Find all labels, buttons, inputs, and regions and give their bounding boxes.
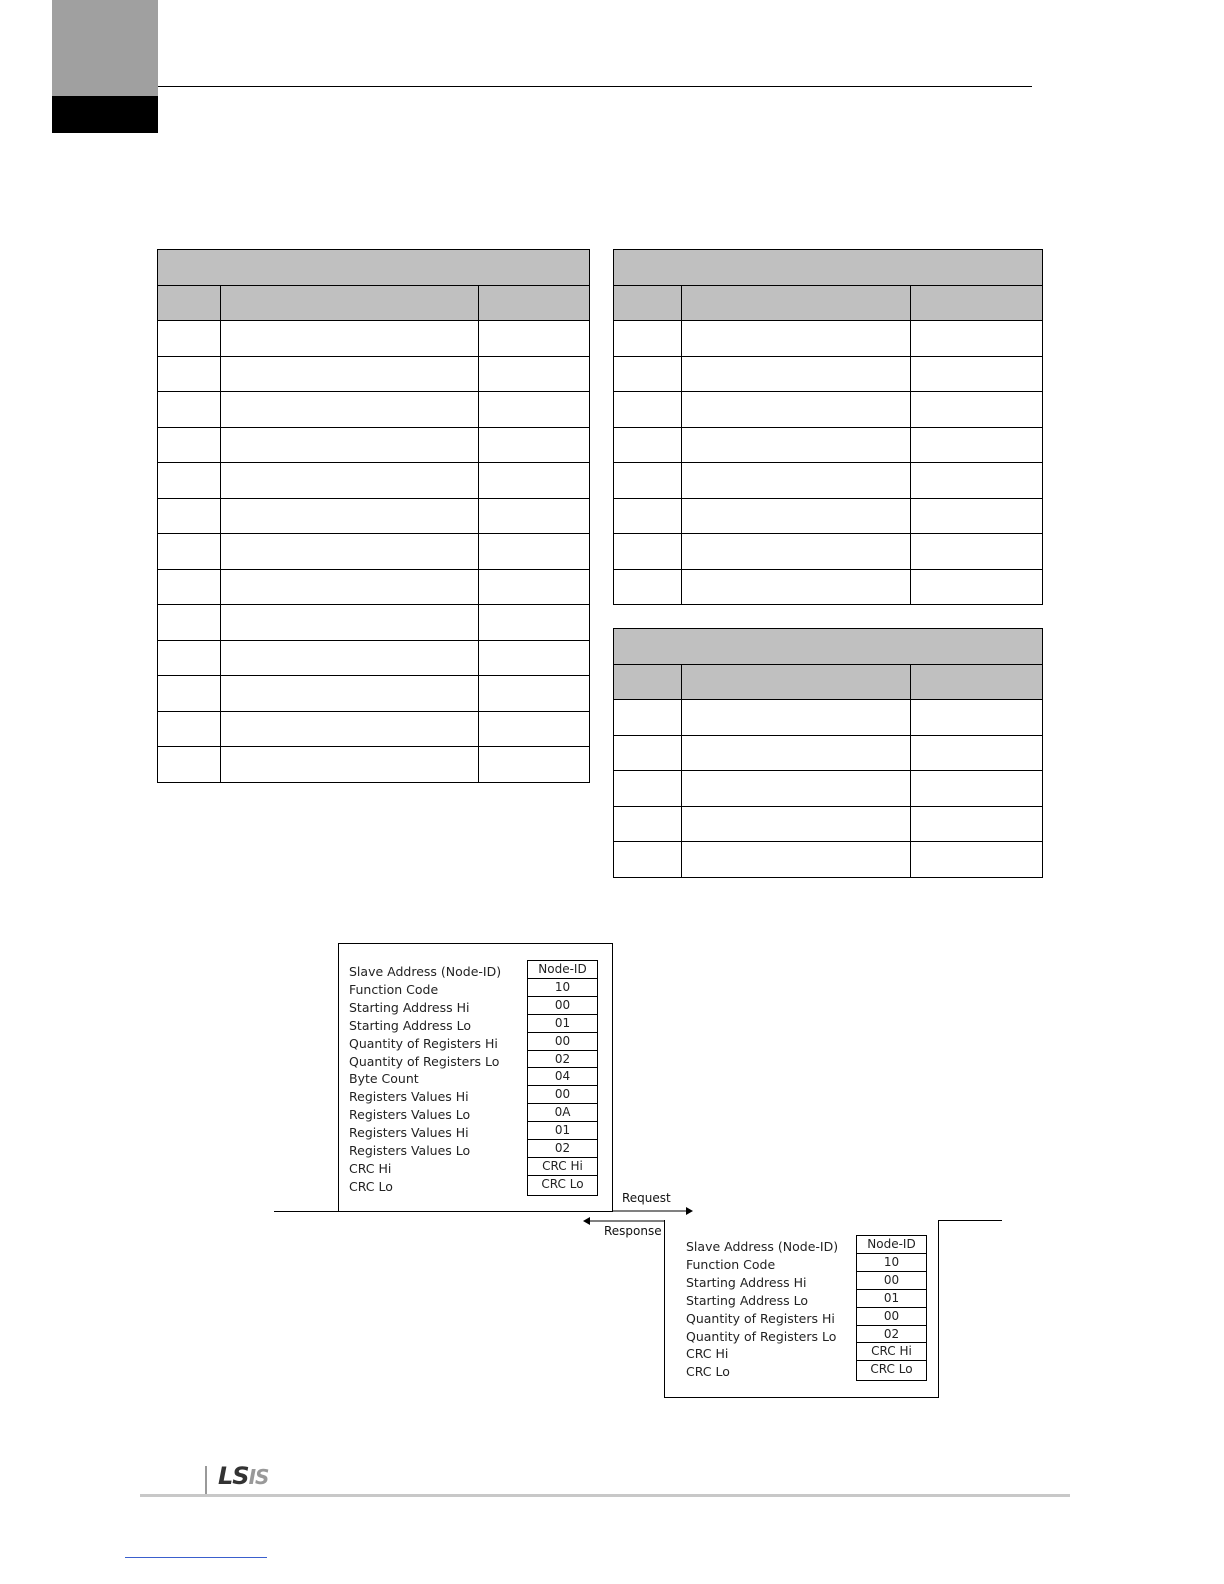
- bottom-link-underline: [125, 1557, 267, 1558]
- table-row: [158, 569, 590, 605]
- frame-field-label: CRC Hi: [349, 1160, 392, 1176]
- frame-value-cell: 01: [527, 1014, 598, 1035]
- master-timeline: [274, 1211, 613, 1212]
- table-row: [614, 356, 1043, 392]
- table-header-row: [614, 664, 1043, 700]
- table-row: [614, 569, 1043, 605]
- frame-value-cell: Node-ID: [856, 1235, 927, 1256]
- frame-field-label: Byte Count: [349, 1071, 419, 1087]
- table-row: [614, 498, 1043, 534]
- frame-value-cell: 02: [856, 1325, 927, 1346]
- table-header-row: [614, 285, 1043, 321]
- header-rule: [158, 86, 1032, 87]
- frame-value-cell: 00: [527, 1032, 598, 1053]
- table-header-row: [158, 285, 590, 321]
- frame-field-label: CRC Lo: [686, 1364, 730, 1380]
- frame-field-label: Starting Address Hi: [349, 999, 470, 1015]
- frame-value-cell: CRC Lo: [527, 1175, 598, 1196]
- table-row: [158, 427, 590, 463]
- table-row: [614, 806, 1043, 842]
- left-table: [157, 249, 590, 783]
- table-row: [614, 735, 1043, 771]
- table-row: [158, 321, 590, 357]
- frame-field-label: Registers Values Hi: [349, 1125, 469, 1141]
- frame-value-cell: Node-ID: [527, 960, 598, 981]
- footer-divider: [205, 1466, 207, 1496]
- frame-field-label: Slave Address (Node-ID): [686, 1239, 839, 1254]
- table-row: [158, 640, 590, 676]
- frame-field-label: Quantity of Registers Lo: [349, 1053, 500, 1069]
- table-row: [158, 392, 590, 428]
- table-row: [158, 534, 590, 570]
- table-row: [158, 747, 590, 783]
- frame-field-label: Slave Address (Node-ID): [349, 964, 502, 979]
- table-row: [158, 605, 590, 641]
- chapter-tab-gray: [52, 0, 158, 96]
- frame-field-label: Registers Values Lo: [349, 1143, 471, 1158]
- ls-is-logo: [218, 1462, 268, 1490]
- logo-ls-text: LS: [218, 1462, 249, 1490]
- table-row: [614, 842, 1043, 878]
- frame-field-label: CRC Hi: [686, 1346, 729, 1362]
- frame-value-cell: 0A: [527, 1103, 598, 1124]
- frame-field-label: Quantity of Registers Hi: [686, 1310, 835, 1326]
- right-top-table: [613, 249, 1043, 605]
- right-bottom-table: [613, 628, 1043, 878]
- frame-field-label: Quantity of Registers Hi: [349, 1035, 498, 1051]
- table-row: [158, 356, 590, 392]
- frame-field-label: Starting Address Hi: [686, 1274, 807, 1290]
- frame-value-cell: 01: [856, 1289, 927, 1310]
- chapter-tab-black: [52, 96, 158, 133]
- table-row: [614, 392, 1043, 428]
- frame-field-label: Quantity of Registers Lo: [686, 1328, 837, 1344]
- frame-value-cell: 02: [527, 1050, 598, 1071]
- table-row: [614, 700, 1043, 736]
- table-row: [614, 321, 1043, 357]
- frame-field-label: Function Code: [349, 981, 439, 997]
- frame-value-cell: CRC Hi: [856, 1342, 927, 1363]
- frame-value-cell: 00: [527, 996, 598, 1017]
- frame-field-label: CRC Lo: [349, 1178, 393, 1194]
- table-row: [614, 463, 1043, 499]
- table-row: [614, 534, 1043, 570]
- table-row: [158, 498, 590, 534]
- table-row: [614, 427, 1043, 463]
- frame-value-cell: 00: [856, 1307, 927, 1328]
- frame-field-label: Starting Address Lo: [349, 1017, 471, 1033]
- response-label: Response: [604, 1224, 662, 1238]
- footer-rule: [140, 1494, 1070, 1497]
- table-row: [158, 676, 590, 712]
- frame-value-cell: CRC Hi: [527, 1157, 598, 1178]
- table-title-row: [614, 629, 1043, 665]
- table-row: [614, 771, 1043, 807]
- request-label: Request: [622, 1191, 671, 1205]
- frame-field-label: Starting Address Lo: [686, 1292, 808, 1308]
- frame-value-cell: 00: [527, 1085, 598, 1106]
- frame-value-cell: 02: [527, 1139, 598, 1160]
- table-title-row: [614, 250, 1043, 286]
- frame-field-label: Function Code: [686, 1256, 776, 1272]
- table-row: [158, 711, 590, 747]
- frame-field-label: Registers Values Hi: [349, 1089, 469, 1105]
- frame-value-cell: 10: [527, 978, 598, 999]
- logo-is-text: IS: [248, 1465, 269, 1489]
- table-row: [158, 463, 590, 499]
- frame-field-label: Registers Values Lo: [349, 1107, 471, 1123]
- frame-value-cell: 01: [527, 1121, 598, 1142]
- frame-value-cell: 10: [856, 1253, 927, 1274]
- frame-value-cell: CRC Lo: [856, 1360, 927, 1381]
- frame-value-cell: 04: [527, 1067, 598, 1088]
- frame-value-cell: 00: [856, 1271, 927, 1292]
- table-title-row: [158, 250, 590, 286]
